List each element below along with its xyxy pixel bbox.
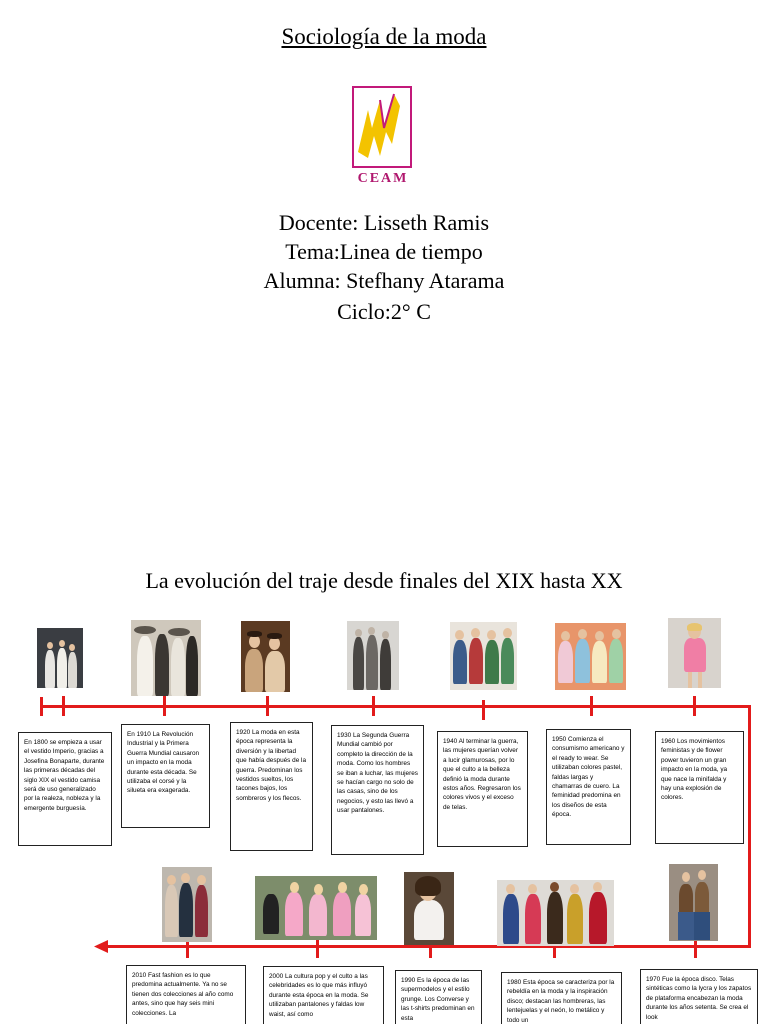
ceam-logo	[352, 86, 412, 168]
tick-1970	[694, 938, 697, 958]
tick-1800	[62, 696, 65, 716]
timeline-start-cap	[40, 697, 43, 716]
ceam-logo-mark-icon	[354, 88, 410, 166]
card-1910: En 1910 La Revolución Industrial y la Primera Guerra Mundial causaron un impacto en la moda durante esta década. Se utilizaba el corsé y la silueta era exagerada.	[121, 724, 210, 828]
tick-1950	[590, 696, 593, 716]
tick-1960	[693, 696, 696, 716]
photo-1940	[450, 622, 517, 690]
photo-1970	[669, 864, 718, 941]
photo-1980	[497, 880, 614, 946]
photo-1950	[555, 623, 626, 690]
card-1980: 1980 Esta época se caracteriza por la rebeldía en la moda y la inspiración disco; destacan las hombreras, las lentejuelas y el neón, lo metálico y todo un	[501, 972, 622, 1024]
photo-1800	[37, 628, 83, 688]
ciclo-line: Ciclo:2° C	[337, 299, 431, 324]
tick-1920	[266, 696, 269, 716]
photo-1920	[241, 621, 290, 692]
card-2010: 2010 Fast fashion es lo que predomina actualmente. Ya no se tienen dos colecciones al año como antes, sino que hay seis mini colecciones. La	[126, 965, 246, 1024]
photo-2010	[162, 867, 212, 942]
photo-1990	[404, 872, 454, 945]
card-1940: 1940 Al terminar la guerra, las mujeres querían volver a lucir glamurosas, por lo que el culto a la belleza definió la moda durante estos años. Regresaron los colores vivos y el exceso de telas.	[437, 731, 528, 847]
page-title: Sociología de la moda	[281, 24, 487, 49]
tema-line: Tema:Linea de tiempo	[285, 239, 483, 264]
card-1970: 1970 Fue la época disco. Telas sintéticas como la lycra y los zapatos de plataforma encabezan la moda durante los años setenta. Se crea el look	[640, 969, 758, 1024]
photo-1910	[131, 620, 201, 696]
photo-1930	[347, 621, 399, 690]
photo-1960	[668, 618, 721, 688]
timeline-top-line	[40, 705, 750, 708]
tick-1940	[482, 700, 485, 720]
card-1960: 1960 Los movimientos feministas y de flower power tuvieron un gran impacto en la moda, ya que nace la minifalda y hay una explosión de colores.	[655, 731, 744, 844]
docente-line: Docente: Lisseth Ramis	[278, 210, 490, 235]
photo-2000	[255, 876, 377, 940]
timeline-arrow-icon	[94, 939, 110, 954]
card-1920: 1920 La moda en esta época representa la diversión y la libertad que había después de la guerra. Predominan los vestidos sueltos, los tacones bajos, los sombreros y los flecos.	[230, 722, 313, 851]
timeline-title: La evolución del traje desde finales del XIX hasta XX	[145, 568, 623, 593]
ceam-logo-text: CEAM	[357, 171, 409, 186]
card-2000: 2000 La cultura pop y el culto a las celebridades es lo que más influyó durante esta época en la moda. Se utilizaban pantalones y faldas low waist, así como	[263, 966, 384, 1024]
card-1950: 1950 Comienza el consumismo americano y el ready to wear. Se utilizaban colores pastel, faldas largas y chamarras de cuero. La feminidad predomina en los diseños de esta época.	[546, 729, 631, 845]
tick-1930	[372, 696, 375, 716]
alumna-line: Alumna: Stefhany Atarama	[263, 268, 505, 293]
timeline-connector	[748, 705, 751, 948]
card-1800: En 1800 se empieza a usar el vestido Imperio, gracias a Josefina Bonaparte, durante las primeras décadas del siglo XIX el vestido camisa será de uso generalizado por la realeza, nobleza y la emergente burguesía.	[18, 732, 112, 846]
tick-2000	[316, 938, 319, 958]
card-1990: 1990 Es la época de las supermodelos y el estilo grunge. Los Converse y las t-shirts predominan en esta	[395, 970, 482, 1024]
tick-1910	[163, 696, 166, 716]
timeline-bottom-line	[104, 945, 751, 948]
card-1930: 1930 La Segunda Guerra Mundial cambió por completo la dirección de la moda. Como los hombres se iban a luchar, las mujeres se hacían cargo no solo de las casas, sino de los negocios, y esto las llevó a usar pantalones.	[331, 725, 424, 855]
